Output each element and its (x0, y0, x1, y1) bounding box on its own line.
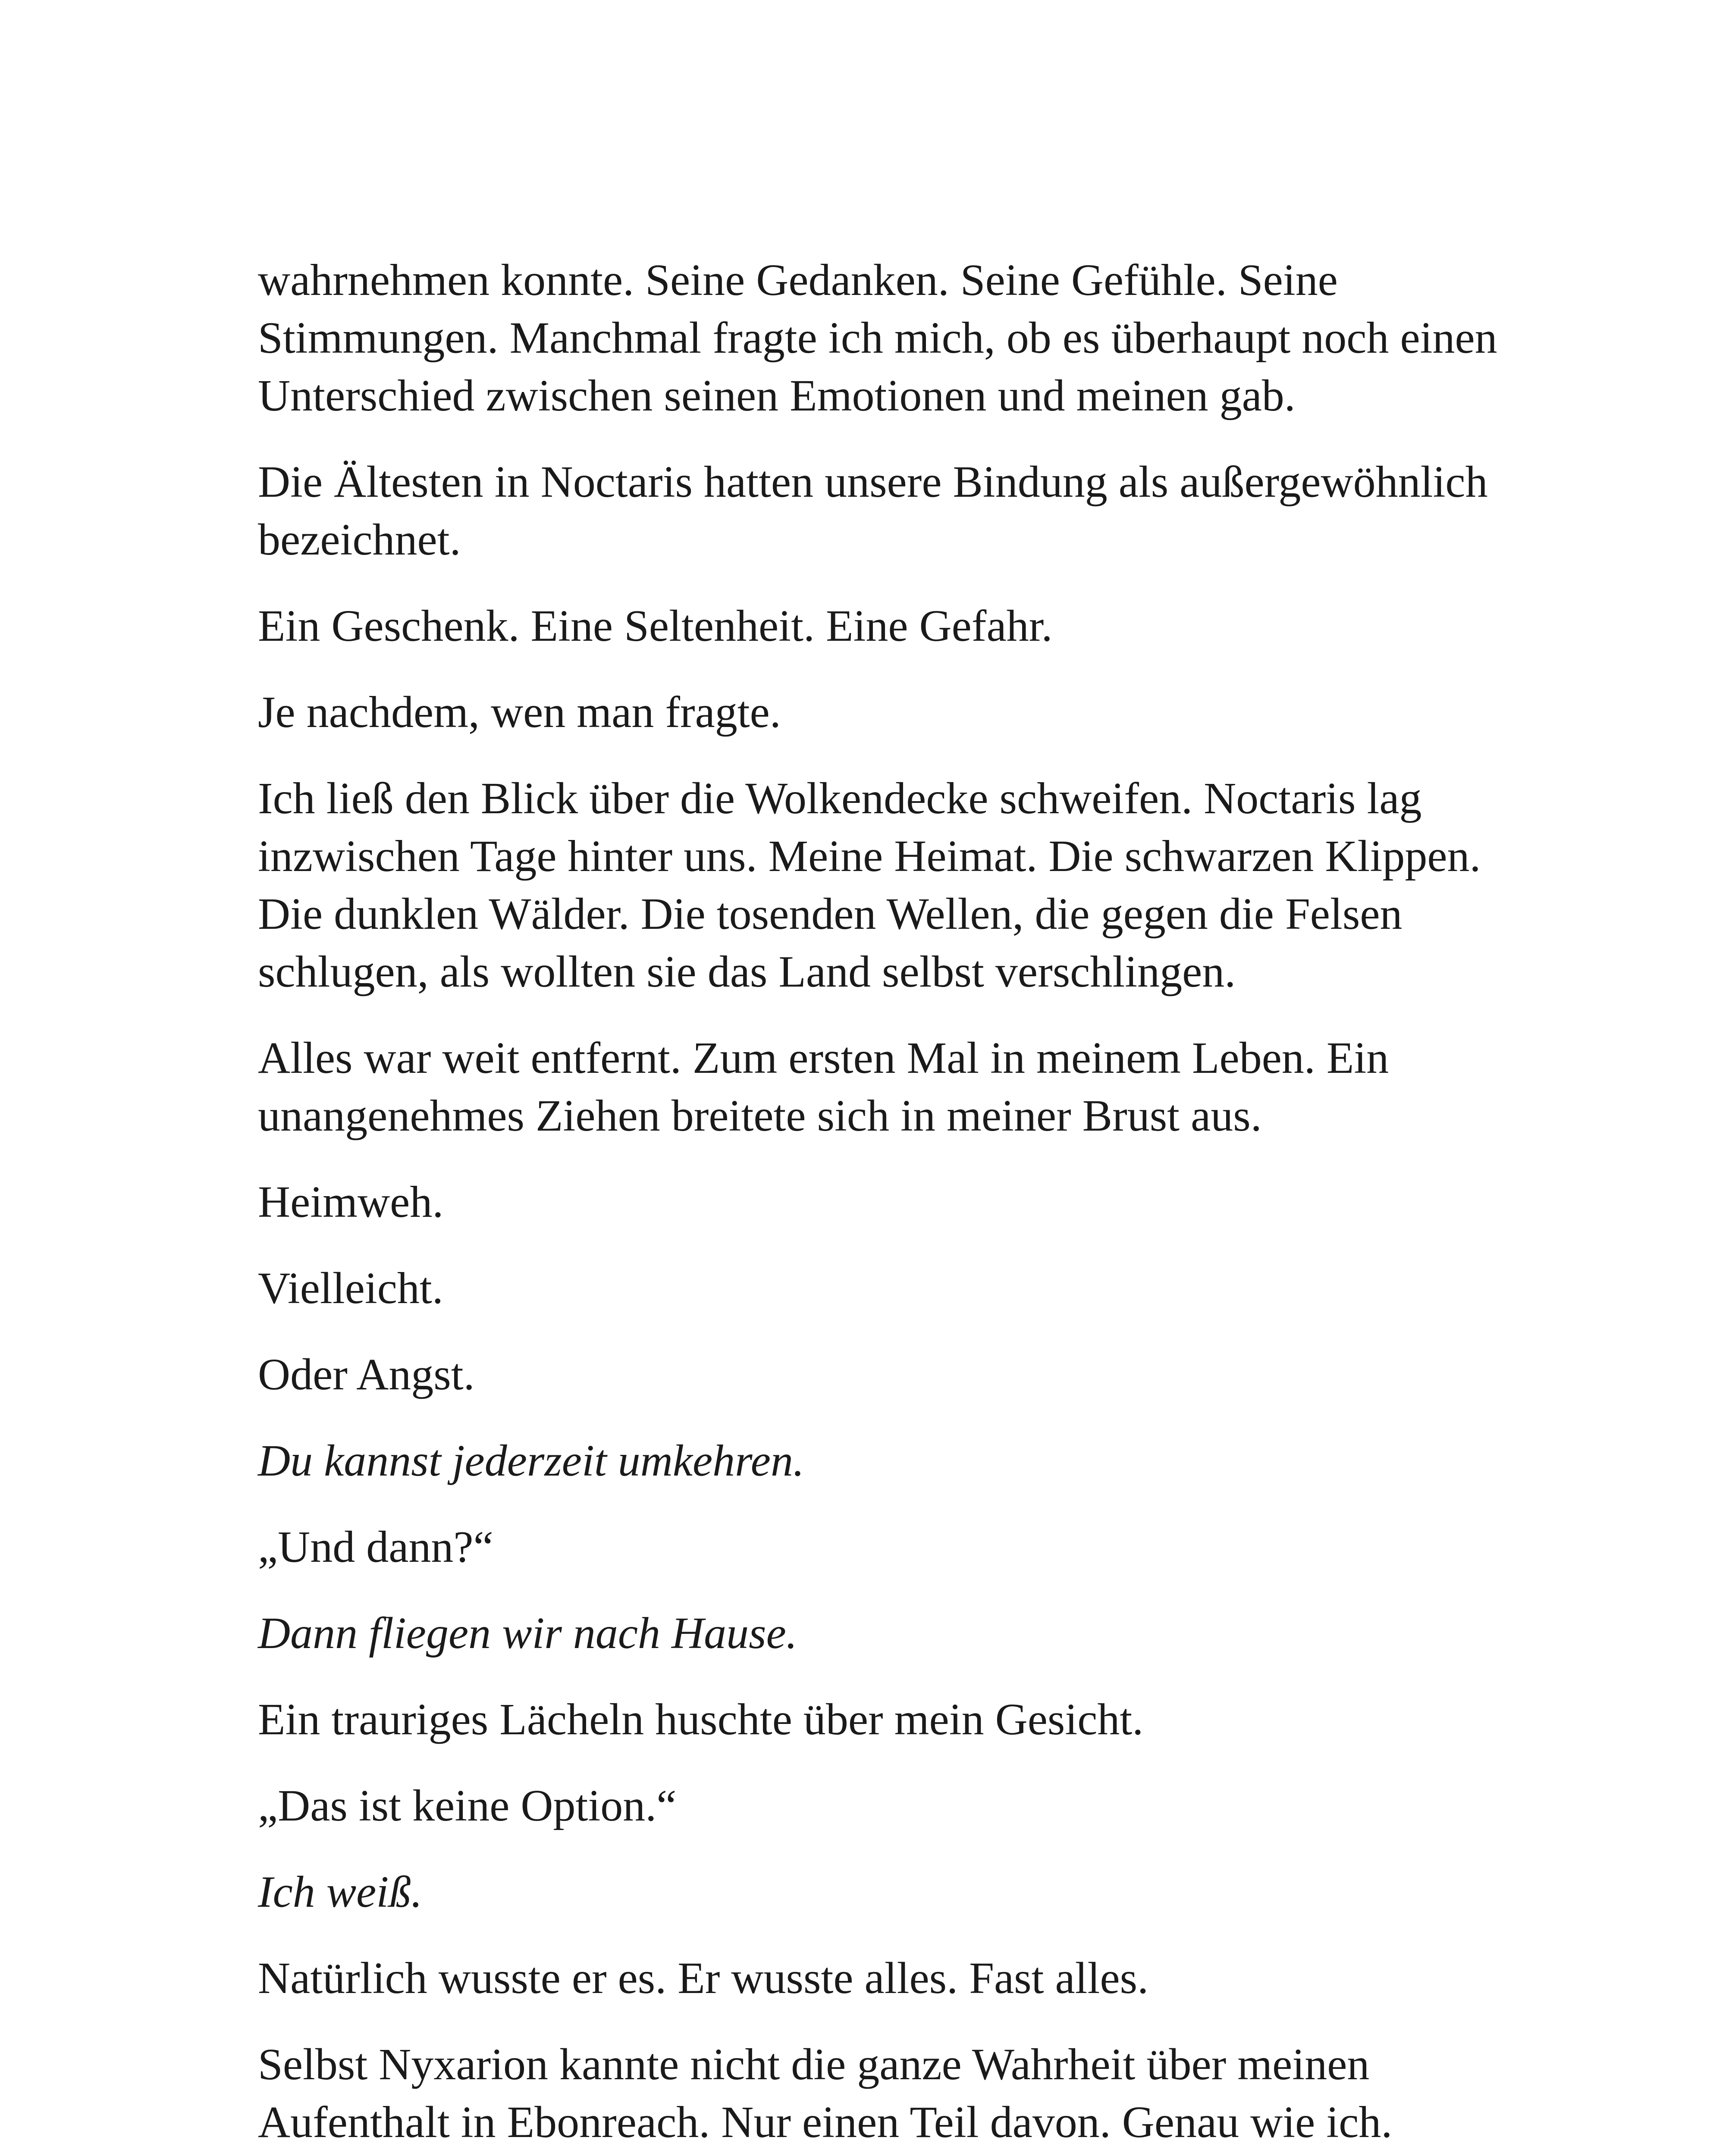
text-line: bezeichnet. (258, 515, 461, 564)
italic-paragraph (258, 1432, 1491, 1490)
paragraph (258, 1260, 1491, 1317)
paragraph (258, 251, 1497, 425)
paragraph (258, 597, 1491, 655)
text-line: Ein trauriges Lächeln huschte über mein Gesicht. (258, 1695, 1144, 1744)
text-line: Du kannst jederzeit umkehren. (258, 1436, 804, 1485)
italic-paragraph (258, 1604, 1491, 1662)
text-line: Heimweh. (258, 1177, 444, 1227)
text-line: „Und dann?“ (258, 1522, 493, 1572)
text-line: Dann fliegen wir nach Hause. (258, 1608, 797, 1658)
paragraph (258, 2036, 1491, 2151)
text-line: unangenehmes Ziehen breitete sich in meiner Brust aus. (258, 1091, 1262, 1141)
paragraph (258, 1777, 1491, 1835)
text-line: Alles war weit entfernt. Zum ersten Mal in meinem Leben. Ein (258, 1033, 1389, 1083)
text-line: Selbst Nyxarion kannte nicht die ganze Wahrheit über meinen (258, 2040, 1370, 2089)
paragraph (258, 453, 1491, 569)
body-text (258, 251, 1497, 2156)
text-line: „Das ist keine Option.“ (258, 1781, 677, 1830)
text-line: Oder Angst. (258, 1350, 475, 1399)
text-line: Unterschied zwischen seinen Emotionen und meinen gab. (258, 371, 1296, 420)
text-line: Stimmungen. Manchmal fragte ich mich, ob es überhaupt noch einen (258, 313, 1497, 363)
paragraph (258, 770, 1491, 1001)
text-line: Natürlich wusste er es. Er wusste alles. Fast alles. (258, 1953, 1149, 2003)
text-line: Aufenthalt in Ebonreach. Nur einen Teil davon. Genau wie ich. (258, 2097, 1393, 2147)
text-line: Ich weiß. (258, 1867, 423, 1917)
text-line: inzwischen Tage hinter uns. Meine Heimat. Die schwarzen Klippen. (258, 831, 1481, 881)
text-line: Vielleicht. (258, 1263, 443, 1313)
paragraph (258, 1691, 1491, 1749)
text-line: Die dunklen Wälder. Die tosenden Wellen, die gegen die Felsen (258, 889, 1403, 939)
text-line: Je nachdem, wen man fragte. (258, 687, 781, 737)
paragraph (258, 1173, 1491, 1231)
paragraph (258, 1949, 1491, 2007)
paragraph (258, 1346, 1491, 1404)
text-line: schlugen, als wollten sie das Land selbst verschlingen. (258, 947, 1236, 997)
text-line: Ein Geschenk. Eine Seltenheit. Eine Gefahr. (258, 601, 1053, 651)
text-line: Die Ältesten in Noctaris hatten unsere Bindung als außergewöhnlich (258, 457, 1488, 507)
text-line: Ich ließ den Blick über die Wolkendecke schweifen. Noctaris lag (258, 774, 1422, 823)
paragraph (258, 1518, 1491, 1576)
text-line: wahrnehmen konnte. Seine Gedanken. Seine Gefühle. Seine (258, 255, 1338, 305)
paragraph (258, 683, 1491, 741)
paragraph (258, 1029, 1491, 1145)
italic-paragraph (258, 1863, 1491, 1921)
